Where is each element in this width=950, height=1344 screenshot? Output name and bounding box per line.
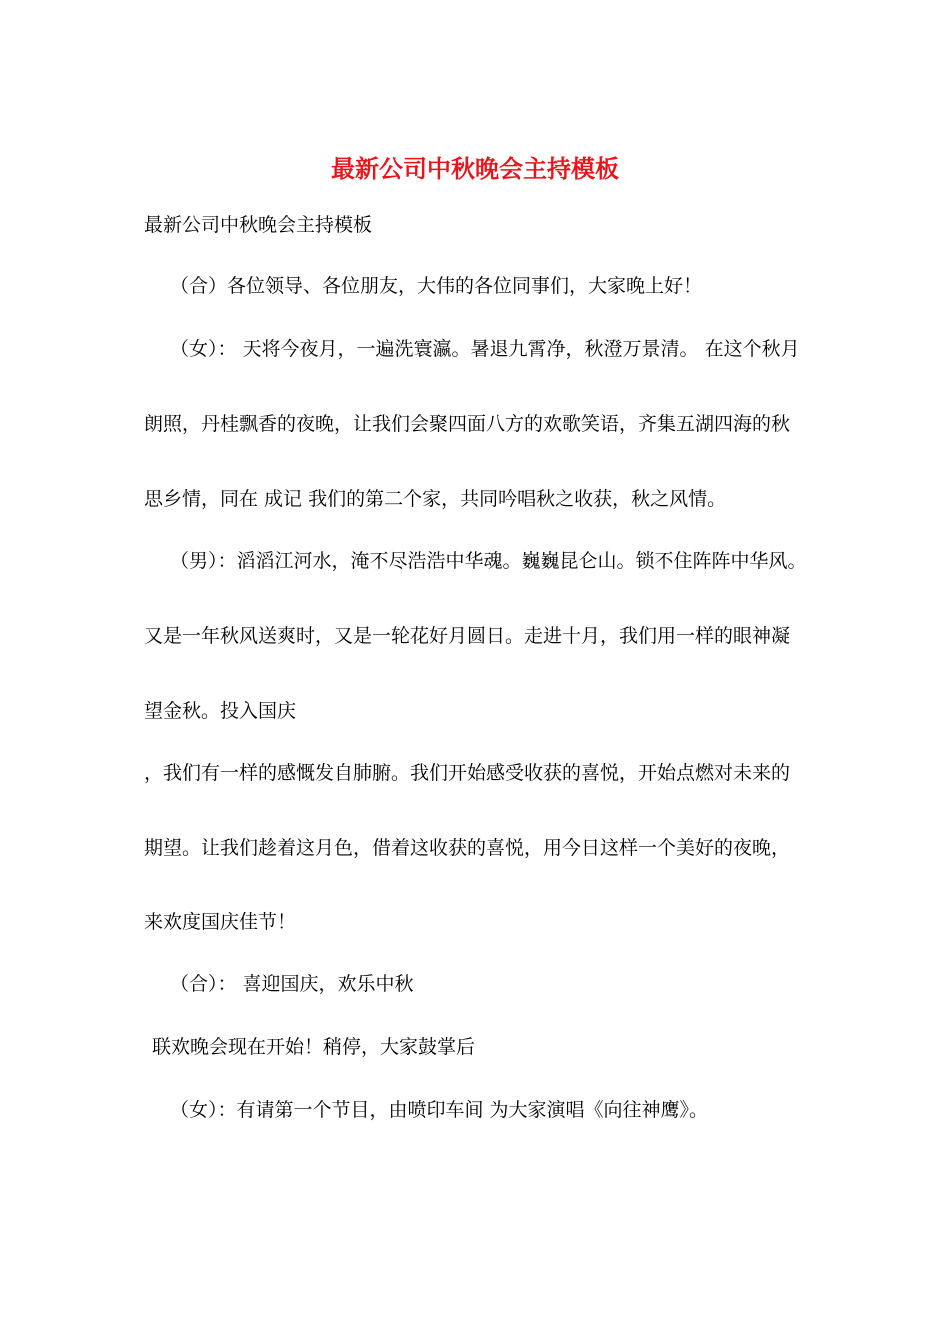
subtitle-line: 最新公司中秋晚会主持模板 xyxy=(144,214,373,236)
paragraph-line: 望金秋。投入国庆 xyxy=(144,700,297,722)
paragraph-line: 来欢度国庆佳节！ xyxy=(144,911,297,933)
paragraph-line: ，我们有一样的感慨发自肺腑。我们开始感受收获的喜悦，开始点燃对未来的 xyxy=(144,762,791,784)
paragraph-line: 期望。让我们趁着这月色，借着这收获的喜悦，用今日这样一个美好的夜晚， xyxy=(144,837,791,859)
paragraph-line: 联欢晚会现在开始！稍停，大家鼓掌后 xyxy=(152,1036,476,1058)
paragraph-line: 思乡情，同在 成记 我们的第二个家，共同吟唱秋之收获，秋之风情。 xyxy=(144,488,727,510)
paragraph-line: （合）： 喜迎国庆，欢乐中秋 xyxy=(170,973,414,995)
paragraph-line: （合）各位领导、各位朋友，大伟的各位同事们，大家晚上好！ xyxy=(170,275,703,297)
paragraph-line: （女）： 天将今夜月，一遍洗寰瀛。暑退九霄净，秋澄万景清。 在这个秋月 xyxy=(170,338,800,360)
paragraph-line: 又是一年秋风送爽时，又是一轮花好月圆日。走进十月，我们用一样的眼神凝 xyxy=(144,625,791,647)
paragraph-line: （男）：滔滔江河水，淹不尽浩浩中华魂。巍巍昆仑山。锁不住阵阵中华风。 xyxy=(170,550,807,572)
paragraph-line: 朗照，丹桂飘香的夜晚，让我们会聚四面八方的欢歌笑语，齐集五湖四海的秋 xyxy=(144,413,791,435)
paragraph-line: （女）：有请第一个节目，由喷印车间 为大家演唱《向往神鹰》。 xyxy=(170,1099,709,1121)
document-title: 最新公司中秋晚会主持模板 xyxy=(331,154,619,183)
